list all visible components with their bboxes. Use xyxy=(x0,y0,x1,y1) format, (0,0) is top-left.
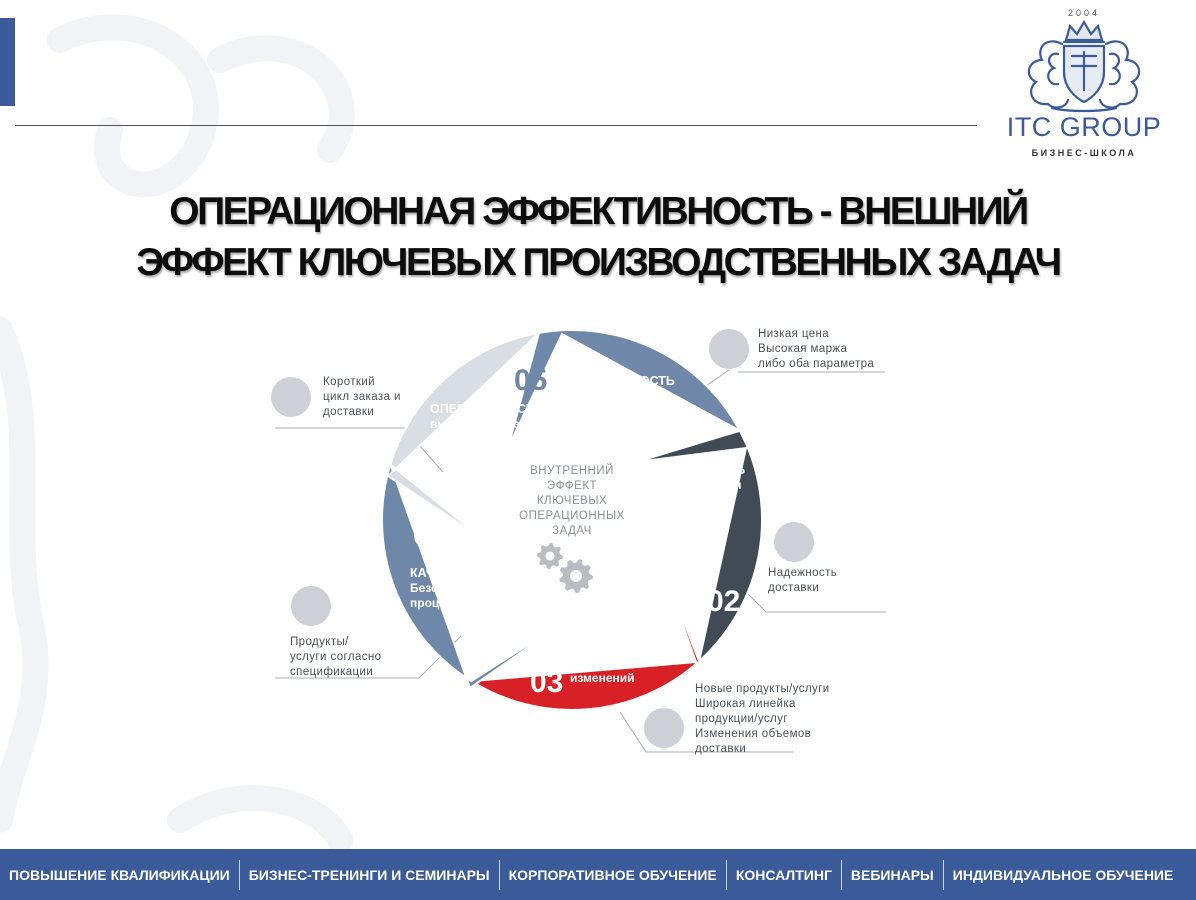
logo-subtitle: БИЗНЕС-ШКОЛА xyxy=(1031,148,1137,158)
segment-01-label-line: дительность xyxy=(560,404,637,418)
outer-label-03-line: Широкая линейка xyxy=(695,698,796,710)
center-label-line: ЗАДАЧ xyxy=(552,525,592,537)
segment-03-label-line: ГИБКОСТЬ xyxy=(570,641,638,655)
segment-03-label-line: Возможность xyxy=(570,656,651,670)
outer-label-01-line: Низкая цена xyxy=(758,328,830,340)
segment-02-label-line: Операционная xyxy=(654,478,742,492)
segment-04-label-line: Безошибочные xyxy=(410,581,502,595)
segment-01-number: 01 xyxy=(686,411,720,444)
outer-label-05-line: цикл заказа и xyxy=(323,391,401,403)
segment-05-label-line: водительность xyxy=(430,432,522,446)
segment-05-label-line: высокая произ- xyxy=(430,417,524,431)
center-label-line: КЛЮЧЕВЫХ xyxy=(536,495,608,507)
segment-04-number: 04 xyxy=(413,519,447,552)
center-label-line: ОПЕРАЦИОННЫХ xyxy=(519,510,625,522)
outer-label-05-line: Короткий xyxy=(323,376,375,388)
segment-03-label-line: изменений xyxy=(570,671,635,685)
outer-label-05-line: доставки xyxy=(323,406,375,418)
outer-label-01-line: Высокая маржа xyxy=(758,343,848,355)
outer-label-04-line: услуги согласно xyxy=(290,651,382,663)
bubble-03 xyxy=(644,708,684,748)
bubble-04 xyxy=(291,586,331,626)
nav-item-individual[interactable]: ИНДИВИДУАЛЬНОЕ ОБУЧЕНИЕ xyxy=(952,866,1174,883)
leader-line-01 xyxy=(700,370,885,390)
title-line-1: ОПЕРАЦИОННАЯ ЭФФЕКТИВНОСТЬ - ВНЕШНИЙ xyxy=(169,190,1027,233)
footer-nav xyxy=(0,849,1196,900)
nav-item-consulting[interactable]: КОНСАЛТИНГ xyxy=(735,866,832,883)
outer-label-04-line: спецификации xyxy=(290,666,374,678)
outer-label-03-line: доставки xyxy=(695,743,747,755)
outer-label-02-line: доставки xyxy=(768,582,820,594)
segment-02-label-line: надежность xyxy=(654,493,725,507)
segment-04-label-line: КАЧЕСТВО xyxy=(410,566,478,580)
nav-item-qualification[interactable]: ПОВЫШЕНИЕ КВАЛИФИКАЦИИ xyxy=(9,866,230,883)
bubble-05 xyxy=(271,377,311,417)
outer-label-03-line: продукции/услуг xyxy=(695,713,788,725)
segment-05-label-line: ОПЕРАТИВНОСТЬ xyxy=(430,402,543,416)
nav-item-corporate[interactable]: КОРПОРАТИВНОЕ ОБУЧЕНИЕ xyxy=(508,866,717,883)
logo-year: 2004 xyxy=(1067,8,1101,18)
segment-03-number: 03 xyxy=(530,666,564,699)
nav-item-trainings[interactable]: БИЗНЕС-ТРЕНИНГИ И СЕМИНАРЫ xyxy=(248,866,490,883)
logo-name: ITC GROUP xyxy=(1006,112,1162,142)
outer-label-01-line: либо оба параметра xyxy=(758,358,875,370)
segment-01-label-line: Высокая произво- xyxy=(560,389,670,403)
bubble-01 xyxy=(709,329,749,369)
segment-05-number: 05 xyxy=(514,364,548,397)
segment-02-label-line: НАДЕЖНОСТЬ xyxy=(654,463,746,477)
center-label-line: ЭФФЕКТ xyxy=(546,480,598,492)
nav-item-webinars[interactable]: ВЕБИНАРЫ xyxy=(850,866,934,883)
segment-04-label-line: процессы xyxy=(410,596,470,610)
outer-label-03-line: Новые продукты/услуги xyxy=(695,683,830,695)
title-line-2: ЭФФЕКТ КЛЮЧЕВЫХ ПРОИЗВОДСТВЕННЫХ ЗАДАЧ xyxy=(136,241,1060,284)
segment-02-number: 02 xyxy=(707,585,741,618)
bubble-02 xyxy=(774,522,814,562)
outer-label-04-line: Продукты/ xyxy=(290,636,349,648)
outer-label-03-line: Изменения объемов xyxy=(695,728,812,740)
center-label-line: ВНУТРЕННИЙ xyxy=(530,465,614,477)
segment-01-label-line: СЕБЕСТОИМОСТЬ xyxy=(560,374,675,388)
outer-label-02-line: Надежность xyxy=(768,567,838,579)
